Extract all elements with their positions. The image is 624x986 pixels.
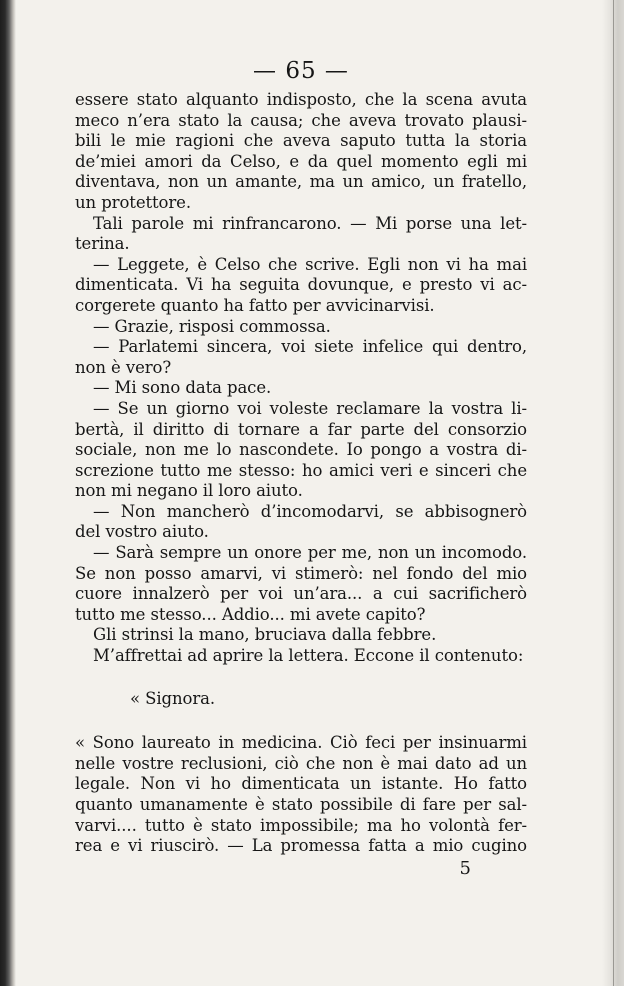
text-line: — Non mancherò d’incomodarvi, se abbisognerò [93, 501, 527, 521]
text-line: screzione tutto me stesso: ho amici veri e sinceri che [75, 460, 527, 480]
text-line: — Sarà sempre un onore per me, non un incomodo. [93, 543, 527, 563]
text-line: cuore innalzerò per voi un’ara... a cui sacrificherò [75, 584, 527, 604]
letter-line: nelle vostre reclusioni, ciò che non è mai dato ad un [75, 753, 527, 773]
letter-line: quanto umanamente è stato possibile di fare per sal- [75, 795, 527, 814]
text-line: — Se un giorno voi voleste reclamare la vostra li- [93, 398, 527, 418]
body-text [75, 90, 527, 857]
text-line: un protettore. [75, 192, 191, 212]
text-line: — Parlatemi sincera, voi siete infelice qui dentro, [93, 337, 527, 357]
letter-line: rea e vi riuscirò. — La promessa fatta a mio cugino [75, 836, 527, 856]
text-line: tutto me stesso... Addio... mi avete capito? [75, 604, 426, 624]
page-number-header: — 65 — [253, 58, 349, 84]
text-line: sociale, non me lo nascondete. Io pongo a vostra di- [75, 440, 527, 460]
scan-left-edge [0, 0, 16, 986]
text-line: del vostro aiuto. [75, 522, 209, 542]
text-line: corgerete quanto ha fatto per avvicinarvisi. [75, 295, 435, 315]
text-line: — Mi sono data pace. [93, 378, 272, 398]
book-page [75, 56, 527, 881]
text-line: M’affrettai ad aprire la lettera. Eccone il contenuto: [93, 646, 524, 666]
letter-line: « Sono laureato in medicina. Ciò feci per insinuarmi [75, 733, 527, 753]
scan-right-edge [602, 0, 624, 986]
text-line: non è vero? [75, 357, 172, 377]
text-line: — Grazie, risposi commossa. [93, 316, 331, 336]
text-line: — Leggete, è Celso che scrive. Egli non vi ha mai [93, 254, 527, 274]
text-line: bertà, il diritto di tornare a far parte del consorzio [75, 419, 527, 439]
text-line: non mi negano il loro aiuto. [75, 481, 303, 501]
text-line: diventava, non un amante, ma un amico, un fratello, [75, 172, 527, 192]
spacer [75, 667, 527, 689]
text-line: bili le mie ragioni che aveva saputo tutta la storia [75, 131, 527, 151]
text-line: meco n’era stato la causa; che aveva trovato plausi- [75, 110, 527, 130]
text-line: Gli strinsi la mano, bruciava dalla febbre. [93, 625, 437, 645]
text-line: Se non posso amarvi, vi stimerò: nel fondo del mio [75, 563, 527, 583]
text-line: essere stato alquanto indisposto, che la scena avuta [75, 90, 527, 109]
letter-line: varvi.... tutto è stato impossibile; ma ho volontà fer- [75, 815, 527, 835]
text-line: de’miei amori da Celso, e da quel momento egli mi [75, 151, 527, 171]
letter-salutation: « Signora. [130, 688, 216, 708]
signature-mark: 5 [459, 857, 471, 879]
text-line: dimenticata. Vi ha seguita dovunque, e presto vi ac- [75, 275, 527, 295]
spacer [75, 709, 527, 733]
letter-line: legale. Non vi ho dimenticata un istante. Ho fatto [75, 774, 527, 794]
text-line: Tali parole mi rinfrancarono. — Mi porse una let- [93, 213, 527, 233]
text-line: terina. [75, 234, 130, 254]
